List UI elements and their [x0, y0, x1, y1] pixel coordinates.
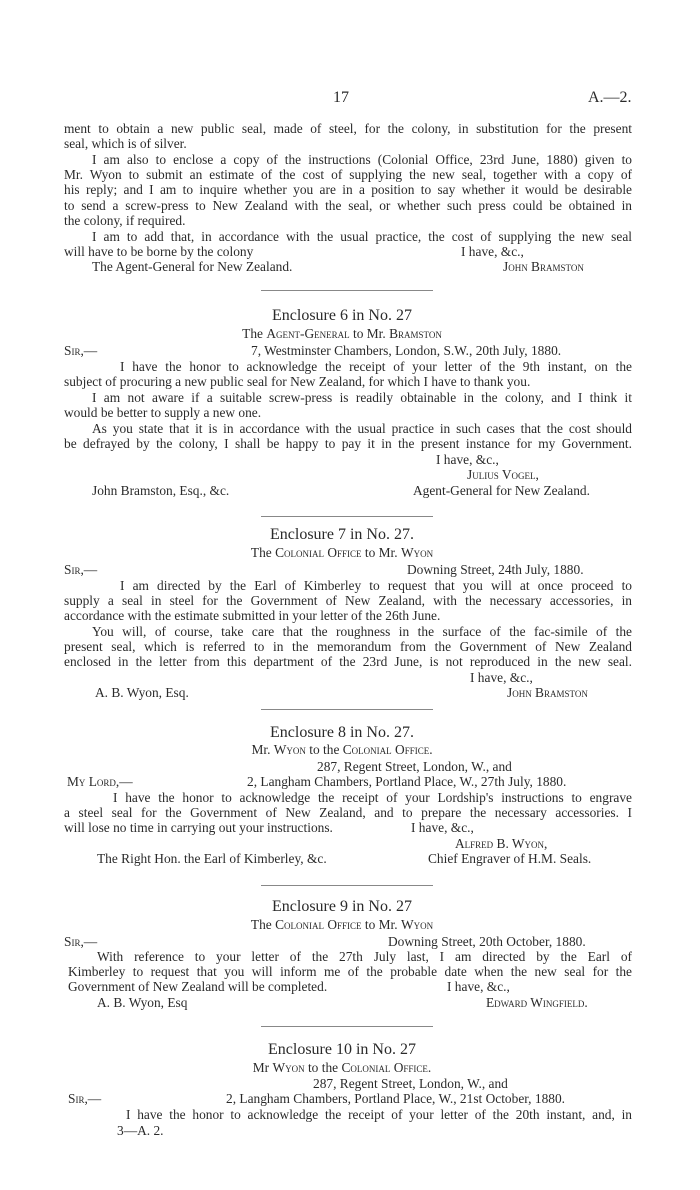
address-line: 287, Regent Street, London, W., and — [313, 1076, 508, 1091]
body-line: present seal, which is referred to in the memorandum from the Government of New Zealand — [64, 639, 632, 654]
signer: Edward Wingfield. — [486, 995, 588, 1010]
body-line: You will, of course, take care that the roughness in the surface of the fac-simile of the — [92, 624, 632, 639]
salutation: Sir,— — [68, 1091, 102, 1106]
document-reference: A.—2. — [588, 89, 632, 106]
closing: I have, &c., — [447, 979, 510, 994]
body-line: I have the honor to acknowledge the receipt of your Lordship's instructions to engrave — [113, 790, 632, 805]
enclosure-route: Mr Wyon to the Colonial Office. — [252, 1060, 432, 1075]
signer-title: Agent-General for New Zealand. — [413, 483, 590, 498]
enclosure-heading: Enclosure 6 in No. 27 — [272, 307, 412, 324]
address-line: Downing Street, 20th October, 1880. — [388, 934, 586, 949]
closing: I have, &c., — [470, 670, 533, 685]
body-line: subject of procuring a new public seal for New Zealand, for which I have to thank you. — [64, 374, 531, 389]
signer: Alfred B. Wyon, — [455, 836, 548, 851]
enclosure-route: The Agent-General to Mr. Bramston — [242, 326, 442, 341]
enclosure-heading: Enclosure 7 in No. 27. — [270, 526, 414, 543]
body-line: I am not aware if a suitable screw-press is readily obtainable in the colony, and I think it — [92, 390, 632, 405]
enclosure-route: The Colonial Office to Mr. Wyon — [250, 545, 434, 560]
salutation: Sir,— — [64, 934, 98, 949]
body-line: I have the honor to acknowledge the receipt of your letter of the 9th instant, on the — [120, 359, 632, 374]
page-number: 17 — [333, 89, 349, 106]
address-line: 2, Langham Chambers, Portland Place, W., 21st October, 1880. — [226, 1091, 566, 1106]
signer: John Bramston — [507, 685, 588, 700]
enclosure-heading: Enclosure 10 in No. 27 — [268, 1041, 416, 1058]
body-line: ment to obtain a new public seal, made of steel, for the colony, in substitution for the present — [64, 121, 632, 136]
addressee: A. B. Wyon, Esq. — [95, 685, 189, 700]
addressee: The Right Hon. the Earl of Kimberley, &c. — [97, 851, 327, 866]
enclosure-route: The Colonial Office to Mr. Wyon — [250, 917, 434, 932]
divider — [261, 885, 433, 886]
divider — [261, 290, 433, 291]
enclosure-heading: Enclosure 9 in No. 27 — [272, 898, 412, 915]
body-line: I am also to enclose a copy of the instructions (Colonial Office, 23rd June, 1880) given to — [92, 152, 632, 167]
salutation: Sir,— — [64, 343, 98, 358]
body-line: will have to be borne by the colony — [64, 244, 254, 259]
body-line: accordance with the estimate submitted in your letter of the 26th June. — [64, 608, 441, 623]
salutation: My Lord,— — [67, 774, 133, 789]
divider — [261, 516, 433, 517]
body-line: a steel seal for the Government of New Zealand, and to prepare the necessary accessories. I — [64, 805, 632, 820]
addressee: A. B. Wyon, Esq — [97, 995, 188, 1010]
divider — [261, 709, 433, 710]
body-line: will lose no time in carrying out your instructions. — [64, 820, 333, 835]
body-line: Mr. Wyon to submit an estimate of the cost of supplying the new seal, together with a copy of — [64, 167, 632, 182]
address-line: Downing Street, 24th July, 1880. — [407, 562, 584, 577]
addressee: John Bramston, Esq., &c. — [92, 483, 230, 498]
body-line: I am to add that, in accordance with the usual practice, the cost of supplying the new seal — [92, 229, 632, 244]
body-line: seal, which is of silver. — [64, 136, 187, 151]
body-line: to send a screw-press to New Zealand with the seal, or whether such press could be obtained in — [64, 198, 632, 213]
body-line: Kimberley to request that you will inform me of the probable date when the new seal for the — [68, 964, 632, 979]
body-line: be defrayed by the colony, I shall be happy to pay it in the present instance for my Government. — [64, 436, 632, 451]
addressee: The Agent-General for New Zealand. — [92, 259, 293, 274]
closing: I have, &c., — [436, 452, 499, 467]
body-line: I have the honor to acknowledge the receipt of your letter of the 20th instant, and, in — [126, 1107, 632, 1122]
address-line: 287, Regent Street, London, W., and — [317, 759, 512, 774]
body-line: would be better to supply a new one. — [64, 405, 262, 420]
body-line: his reply; and I am to inquire whether you are in a position to say whether it would be desirable — [64, 182, 632, 197]
body-line: Government of New Zealand will be completed. — [68, 979, 328, 994]
address-line: 7, Westminster Chambers, London, S.W., 20th July, 1880. — [251, 343, 562, 358]
divider — [261, 1026, 433, 1027]
address-line: 2, Langham Chambers, Portland Place, W., 27th July, 1880. — [247, 774, 567, 789]
body-line: I am directed by the Earl of Kimberley to request that you will at once proceed to — [120, 578, 632, 593]
signature-mark: 3—A. 2. — [117, 1123, 164, 1138]
signer-title: Chief Engraver of H.M. Seals. — [428, 851, 592, 866]
body-line: With reference to your letter of the 27th July last, I am directed by the Earl of — [97, 949, 632, 964]
body-line: supply a seal in steel for the Government of New Zealand, with the necessary accessories, in — [64, 593, 632, 608]
body-line: the colony, if required. — [64, 213, 186, 228]
body-line: enclosed in the letter from this department of the 23rd June, is not reproduced in the new seal. — [64, 654, 632, 669]
enclosure-route: Mr. Wyon to the Colonial Office. — [251, 742, 433, 757]
signer: John Bramston — [503, 259, 584, 274]
closing: I have, &c., — [461, 244, 524, 259]
signer: Julius Vogel, — [467, 467, 539, 482]
closing: I have, &c., — [411, 820, 474, 835]
enclosure-heading: Enclosure 8 in No. 27. — [270, 724, 414, 741]
salutation: Sir,— — [64, 562, 98, 577]
body-line: As you state that it is in accordance with the usual practice in such cases that the cost should — [92, 421, 632, 436]
